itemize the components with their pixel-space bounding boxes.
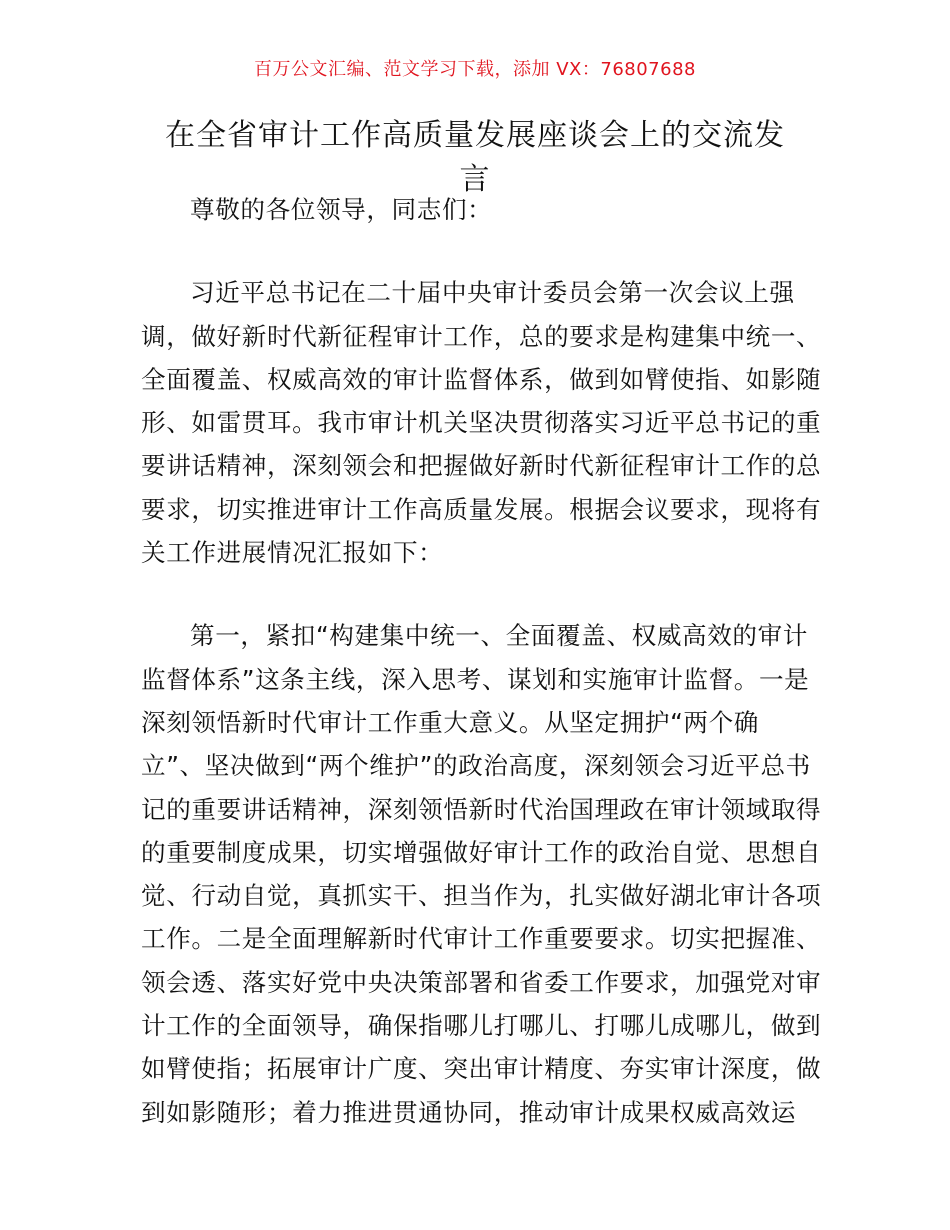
paragraph-1 bbox=[141, 271, 822, 574]
paragraph-line: 全面覆盖、权威高效的审计监督体系，做到如臂使指、如影随 bbox=[141, 364, 822, 394]
paragraph-line: 调，做好新时代新征程审计工作，总的要求是构建集中统一、 bbox=[141, 321, 822, 351]
paragraph-line: 要讲话精神，深刻领会和把握做好新时代新征程审计工作的总 bbox=[141, 451, 822, 481]
paragraph-line: 觉、行动自觉，真抓实干、担当作为，扎实做好湖北审计各项 bbox=[141, 881, 822, 911]
paragraph-line: 领会透、落实好党中央决策部署和省委工作要求，加强党对审 bbox=[141, 967, 822, 997]
paragraph-2 bbox=[141, 614, 822, 1134]
paragraph-line: 要求，切实推进审计工作高质量发展。根据会议要求，现将有 bbox=[141, 494, 822, 524]
title-line: 言 bbox=[459, 162, 491, 197]
paragraph-line: 的重要制度成果，切实增强做好审计工作的政治自觉、思想自 bbox=[141, 837, 822, 867]
document-body bbox=[141, 188, 822, 1134]
paragraph-line: 形、如雷贯耳。我市审计机关坚决贯彻落实习近平总书记的重 bbox=[141, 408, 822, 438]
paragraph-line: 监督体系”这条主线，深入思考、谋划和实施审计监督。一是 bbox=[141, 664, 810, 694]
paragraph-line: 如臂使指；拓展审计广度、突出审计精度、夯实审计深度，做 bbox=[141, 1054, 822, 1084]
paragraph-line: 到如影随形；着力推进贯通协同，推动审计成果权威高效运 bbox=[141, 1097, 797, 1127]
paragraph-line: 记的重要讲话精神，深刻领悟新时代治国理政在审计领域取得 bbox=[141, 794, 822, 824]
greeting: 尊敬的各位领导，同志们： bbox=[190, 195, 493, 224]
paragraph-line: 立”、坚决做到“两个维护”的政治高度，深刻领会习近平总书 bbox=[141, 751, 811, 781]
paragraph-line: 习近平总书记在二十届中央审计委员会第一次会议上强 bbox=[190, 278, 795, 308]
paragraph-line: 第一，紧扣“构建集中统一、全面覆盖、权威高效的审计 bbox=[190, 621, 808, 651]
paragraph-line: 工作。二是全面理解新时代审计工作重要要求。切实把握准、 bbox=[141, 924, 822, 954]
watermark-header: 百万公文汇编、范文学习下载，添加 VX：76807688 bbox=[254, 59, 696, 80]
paragraph-line: 计工作的全面领导，确保指哪儿打哪儿、打哪儿成哪儿，做到 bbox=[141, 1011, 822, 1041]
paragraph-line: 深刻领悟新时代审计工作重大意义。从坚定拥护“两个确 bbox=[141, 707, 759, 737]
paragraph-line: 关工作进展情况汇报如下： bbox=[141, 538, 444, 568]
title-line: 在全省审计工作高质量发展座谈会上的交流发 bbox=[165, 118, 785, 153]
